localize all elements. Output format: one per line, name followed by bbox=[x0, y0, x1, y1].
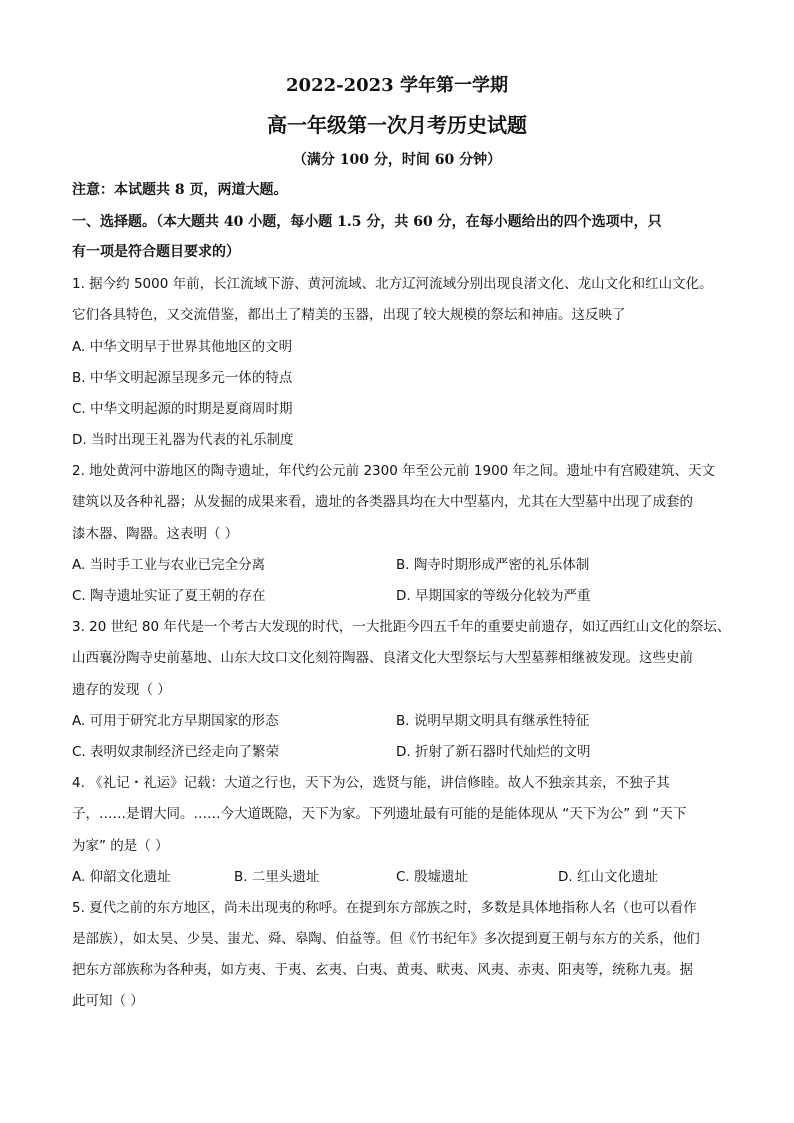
q4-option-b: B. 二里头遗址 bbox=[234, 869, 320, 885]
q1-option-c: C. 中华文明起源的时期是夏商周时期 bbox=[72, 401, 293, 417]
q2-stem-line2: 建筑以及各种礼器；从发掘的成果来看，遗址的各类器具均在大中型墓内，尤其在大型墓中出现了成套的 bbox=[72, 494, 693, 510]
q4-option-d: D. 红山文化遗址 bbox=[558, 869, 658, 885]
q3-option-d: D. 折射了新石器时代灿烂的文明 bbox=[396, 744, 591, 760]
q4-option-a: A. 仰韶文化遗址 bbox=[72, 869, 171, 885]
exam-subtitle: （满分 100 分，时间 60 分钟） bbox=[292, 152, 502, 168]
section-heading-line2: 有一项是符合题目要求的） bbox=[72, 244, 240, 260]
q2-option-d: D. 早期国家的等级分化较为严重 bbox=[396, 588, 591, 604]
q5-stem-line2: 是部族），如太昊、少昊、蚩尤、舜、皋陶、伯益等。但《竹书纪年》多次提到夏王朝与东方的关系，他们 bbox=[72, 931, 700, 947]
q3-stem-line3: 遗存的发现（ ） bbox=[72, 682, 171, 698]
q3-option-b: B. 说明早期文明具有继承性特征 bbox=[396, 713, 590, 729]
q5-stem-line1: 5. 夏代之前的东方地区，尚未出现夷的称呼。在提到东方部族之时，多数是具体地指称人名（也可以看作 bbox=[72, 900, 697, 916]
q2-option-a: A. 当时手工业与农业已完全分离 bbox=[72, 557, 266, 573]
q1-stem-line2: 它们各具特色，又交流借鉴，都出土了精美的玉器，出现了较大规模的祭坛和神庙。这反映了 bbox=[72, 307, 626, 323]
q3-option-c: C. 表明奴隶制经济已经走向了繁荣 bbox=[72, 744, 280, 760]
q2-option-b: B. 陶寺时期形成严密的礼乐体制 bbox=[396, 557, 590, 573]
q2-option-c: C. 陶寺遗址实证了夏王朝的存在 bbox=[72, 588, 266, 604]
q2-stem-line3: 漆木器、陶器。这表明（ ） bbox=[72, 526, 239, 542]
term-heading: 2022-2023 学年第一学期 bbox=[286, 75, 508, 96]
q1-option-a: A. 中华文明早于世界其他地区的文明 bbox=[72, 339, 293, 355]
section-heading-line1: 一、选择题。（本大题共 40 小题，每小题 1.5 分，共 60 分，在每小题给出的四个选项中，只 bbox=[72, 214, 662, 230]
q1-option-b: B. 中华文明起源呈现多元一体的特点 bbox=[72, 370, 293, 386]
q3-stem-line1: 3. 20 世纪 80 年代是一个考古大发现的时代，一大批距今四五千年的重要史前遗存，如辽西红山文化的祭坛、 bbox=[72, 619, 731, 635]
q4-stem-line1: 4. 《礼记・礼运》记载：大道之行也，天下为公，选贤与能，讲信修睦。故人不独亲其亲，不独子其 bbox=[72, 775, 670, 791]
q1-option-d: D. 当时出现王礼器为代表的礼乐制度 bbox=[72, 432, 294, 448]
q3-option-a: A. 可用于研究北方早期国家的形态 bbox=[72, 713, 279, 729]
q4-option-c: C. 殷墟遗址 bbox=[396, 869, 469, 885]
q4-stem-line2: 子，……是谓大同。……今大道既隐，天下为家。下列遗址最有可能的是能体现从 “天下为公” 到 “天下 bbox=[72, 806, 687, 822]
exam-title: 高一年级第一次月考历史试题 bbox=[267, 113, 527, 137]
q2-stem-line1: 2. 地处黄河中游地区的陶寺遗址，年代约公元前 2300 年至公元前 1900 年之间。遗址中有宫殿建筑、天文 bbox=[72, 463, 716, 479]
notice: 注意：本试题共 8 页，两道大题。 bbox=[72, 182, 288, 198]
q5-stem-line4: 此可知（ ） bbox=[72, 993, 144, 1009]
q5-stem-line3: 把东方部族称为各种夷，如方夷、于夷、玄夷、白夷、黄夷、畎夷、风夷、赤夷、阳夷等，统称九夷。据 bbox=[72, 962, 693, 978]
q3-stem-line2: 山西襄汾陶寺史前墓地、山东大坟口文化刻符陶器、良渚文化大型祭坛与大型墓葬相继被发现。这些史前 bbox=[72, 650, 693, 666]
q4-stem-line3: 为家” 的是（ ） bbox=[72, 838, 169, 854]
q1-stem-line1: 1. 据今约 5000 年前，长江流域下游、黄河流域、北方辽河流域分别出现良渚文化、龙山文化和红山文化。 bbox=[72, 276, 713, 292]
